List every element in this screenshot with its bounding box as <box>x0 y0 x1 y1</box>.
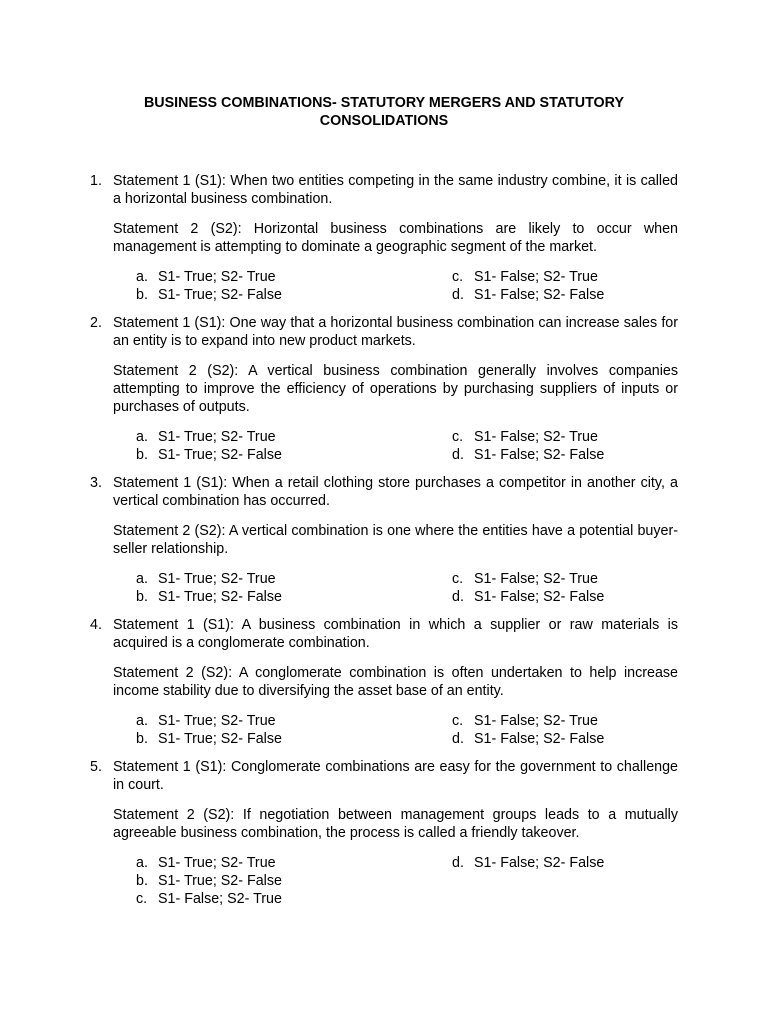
statement-2: Statement 2 (S2): Horizontal business combinations are likely to occur when management is attempting to dominate a geographic segment of the market. <box>113 221 678 255</box>
option-letter: c. <box>136 891 148 907</box>
option-letter: b. <box>136 447 148 463</box>
answer-options <box>113 712 678 748</box>
option-b[interactable] <box>136 730 282 748</box>
option-text: S1- False; S2- True <box>474 571 598 587</box>
option-letter: d. <box>452 447 464 463</box>
option-b[interactable] <box>136 588 282 606</box>
answer-options <box>113 268 678 304</box>
option-letter: d. <box>452 855 464 871</box>
title-line-2: CONSOLIDATIONS <box>319 113 449 129</box>
option-b[interactable] <box>136 286 282 304</box>
option-text: S1- False; S2- False <box>474 589 605 605</box>
option-letter: c. <box>452 713 464 729</box>
option-letter: c. <box>452 429 464 445</box>
statement-1: Statement 1 (S1): When two entities competing in the same industry combine, it is called a horizontal business combination. <box>113 173 678 207</box>
statement-1: Statement 1 (S1): One way that a horizontal business combination can increase sales for an entity is to expand into new product markets. <box>113 315 678 349</box>
option-text: S1- False; S2- True <box>474 429 598 445</box>
answer-options <box>113 854 678 908</box>
option-d[interactable] <box>452 446 604 464</box>
option-text: S1- True; S2- True <box>158 269 276 285</box>
option-text: S1- False; S2- False <box>474 447 605 463</box>
question-number: 2. <box>90 315 102 331</box>
title-line-1: BUSINESS COMBINATIONS- STATUTORY MERGERS AND STATUTORY <box>143 95 625 111</box>
option-text: S1- True; S2- True <box>158 429 276 445</box>
option-letter: d. <box>452 287 464 303</box>
question-list <box>90 172 678 918</box>
option-letter: b. <box>136 873 148 889</box>
option-d[interactable] <box>452 588 604 606</box>
option-text: S1- True; S2- True <box>158 713 276 729</box>
option-letter: a. <box>136 269 148 285</box>
option-letter: a. <box>136 855 148 871</box>
option-a[interactable] <box>136 854 276 872</box>
question-5 <box>90 758 678 908</box>
option-text: S1- False; S2- True <box>474 269 598 285</box>
option-text: S1- False; S2- True <box>474 713 598 729</box>
document-title <box>100 94 668 130</box>
option-letter: b. <box>136 589 148 605</box>
option-text: S1- False; S2- False <box>474 731 605 747</box>
option-letter: c. <box>452 571 464 587</box>
option-letter: d. <box>452 731 464 747</box>
option-text: S1- True; S2- False <box>158 447 282 463</box>
option-text: S1- False; S2- False <box>474 287 605 303</box>
question-2 <box>90 314 678 464</box>
option-letter: c. <box>452 269 464 285</box>
option-text: S1- True; S2- False <box>158 287 282 303</box>
option-d[interactable] <box>452 730 604 748</box>
option-text: S1- False; S2- True <box>158 891 282 907</box>
answer-options <box>113 570 678 606</box>
option-text: S1- True; S2- False <box>158 731 282 747</box>
statement-1: Statement 1 (S1): Conglomerate combinations are easy for the government to challenge in court. <box>113 759 678 793</box>
question-3 <box>90 474 678 606</box>
statement-2: Statement 2 (S2): If negotiation between management groups leads to a mutually agreeable business combination, the process is called a friendly takeover. <box>113 807 678 841</box>
statement-1: Statement 1 (S1): When a retail clothing store purchases a competitor in another city, a vertical combination has occurred. <box>113 475 678 509</box>
option-a[interactable] <box>136 268 276 286</box>
question-number: 5. <box>90 759 102 775</box>
option-a[interactable] <box>136 428 276 446</box>
option-c[interactable] <box>452 428 598 446</box>
option-c[interactable] <box>452 570 598 588</box>
option-b[interactable] <box>136 872 282 890</box>
option-text: S1- False; S2- False <box>474 855 605 871</box>
question-4 <box>90 616 678 748</box>
answer-options <box>113 428 678 464</box>
statement-1: Statement 1 (S1): A business combination in which a supplier or raw materials is acquired is a conglomerate combination. <box>113 617 678 651</box>
option-letter: d. <box>452 589 464 605</box>
statement-2: Statement 2 (S2): A vertical combination is one where the entities have a potential buyer- seller relationship. <box>113 523 678 557</box>
option-letter: a. <box>136 713 148 729</box>
option-letter: b. <box>136 731 148 747</box>
option-c[interactable] <box>136 890 282 908</box>
option-text: S1- True; S2- False <box>158 589 282 605</box>
option-letter: b. <box>136 287 148 303</box>
option-text: S1- True; S2- False <box>158 873 282 889</box>
option-text: S1- True; S2- True <box>158 855 276 871</box>
option-c[interactable] <box>452 712 598 730</box>
option-a[interactable] <box>136 570 276 588</box>
question-1 <box>90 172 678 304</box>
question-number: 3. <box>90 475 102 491</box>
option-b[interactable] <box>136 446 282 464</box>
option-letter: a. <box>136 571 148 587</box>
question-number: 4. <box>90 617 102 633</box>
statement-2: Statement 2 (S2): A conglomerate combination is often undertaken to help increase income stability due to diversifying the asset base of an entity. <box>113 665 678 699</box>
option-c[interactable] <box>452 268 598 286</box>
option-letter: a. <box>136 429 148 445</box>
question-number: 1. <box>90 173 102 189</box>
option-text: S1- True; S2- True <box>158 571 276 587</box>
option-a[interactable] <box>136 712 276 730</box>
option-d[interactable] <box>452 854 604 872</box>
option-d[interactable] <box>452 286 604 304</box>
statement-2: Statement 2 (S2): A vertical business combination generally involves companies attempting to improve the efficiency of operations by purchasing suppliers of inputs or purchases of outputs. <box>113 363 678 415</box>
